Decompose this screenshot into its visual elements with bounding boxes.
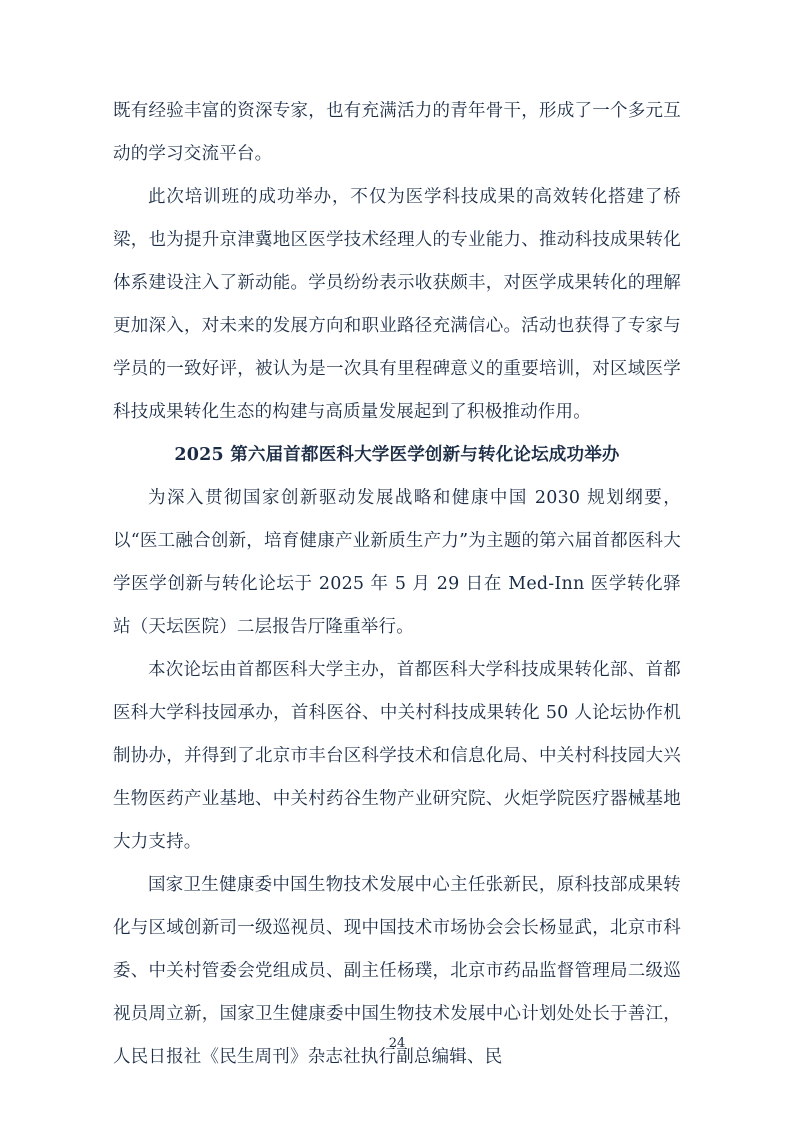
paragraph: 本次论坛由首都医科大学主办，首都医科大学科技成果转化部、首都医科大学科技园承办，首科医谷、中关村科技成果转化 50 人论坛协作机制协办，并得到了北京市丰台区科学技术和信息化局、中关村科技园大兴生物医药产业基地、中关村药谷生物产业研究院、火炬学院医疗器械基地大力支持。 <box>113 660 681 852</box>
page-body <box>113 90 681 1079</box>
page-number: 24 <box>388 1036 406 1051</box>
paragraph: 此次培训班的成功举办，不仅为医学科技成果的高效转化搭建了桥梁，也为提升京津冀地区医学技术经理人的专业能力、推动科技成果转化体系建设注入了新动能。学员纷纷表示收获颇丰，对医学成果转化的理解更加深入，对未来的发展方向和职业路径充满信心。活动也获得了专家与学员的一致好评，被认为是一次具有里程碑意义的重要培训，对区域医学科技成果转化生态的构建与高质量发展起到了积极推动作用。 <box>113 187 681 422</box>
paragraph: 为深入贯彻国家创新驱动发展战略和健康中国 2030 规划纲要，以“医工融合创新，培育健康产业新质生产力”为主题的第六届首都医科大学医学创新与转化论坛于 2025 年 5 月 29 日在 Med-Inn 医学转化驿站（天坛医院）二层报告厅隆重举行。 <box>113 488 681 637</box>
paragraph: 国家卫生健康委中国生物技术发展中心主任张新民，原科技部成果转化与区域创新司一级巡视员、现中国技术市场协会会长杨显武，北京市科委、中关村管委会党组成员、副主任杨璞，北京市药品监督管理局二级巡视员周立新，国家卫生健康委中国生物技术发展中心计划处处长于善江，人民日报社《民生周刊》杂志社执行副总编辑、民 <box>113 875 681 1067</box>
section-heading: 2025 第六届首都医科大学医学创新与转化论坛成功举办 <box>174 445 620 465</box>
paragraph: 既有经验丰富的资深专家，也有充满活力的青年骨干，形成了一个多元互动的学习交流平台。 <box>113 101 681 164</box>
